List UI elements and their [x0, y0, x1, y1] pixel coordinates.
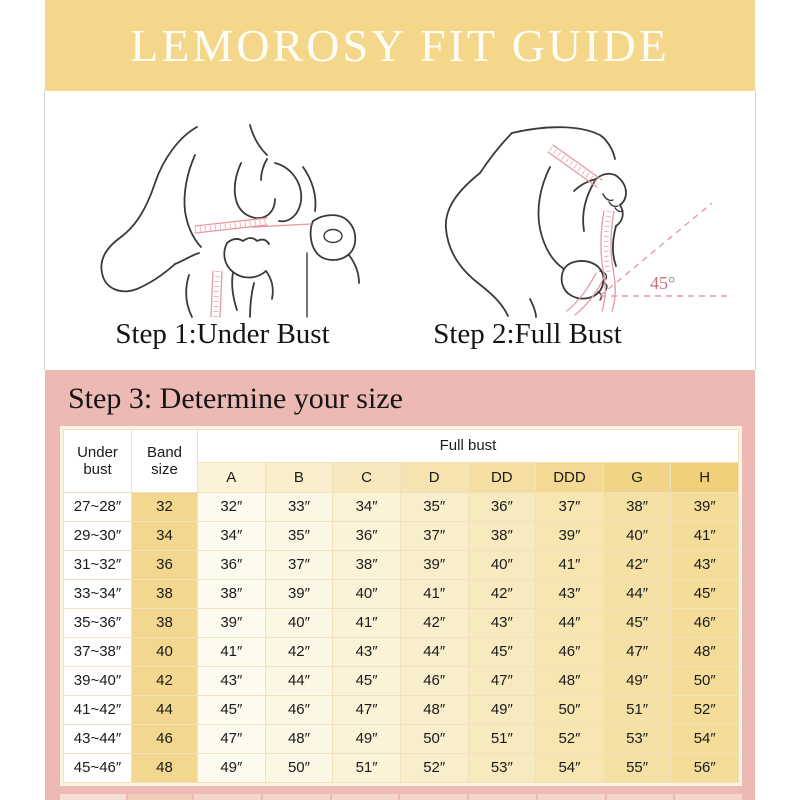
cup-size-cell: 42″	[400, 609, 468, 638]
band-size-cell: 34	[132, 522, 198, 551]
cup-size-cell: 39″	[400, 551, 468, 580]
cup-size-cell: 36″	[198, 551, 266, 580]
step2-figure	[400, 91, 755, 370]
cup-size-cell: 45″	[671, 580, 739, 609]
cup-size-cell: 43″	[536, 580, 604, 609]
cup-size-cell: 44″	[400, 638, 468, 667]
under-bust-cell: 31~32″	[64, 551, 132, 580]
cup-size-cell: 41″	[536, 551, 604, 580]
under-bust-cell: 41~42″	[64, 696, 132, 725]
cup-size-cell: 42″	[468, 580, 536, 609]
cup-size-cell: 48″	[671, 638, 739, 667]
cup-size-cell: 47″	[603, 638, 671, 667]
cup-size-cell: 53″	[468, 754, 536, 783]
cup-header-B: B	[265, 463, 333, 493]
cutoff-cell	[607, 794, 674, 800]
cup-size-cell: 39″	[671, 493, 739, 522]
size-row	[64, 696, 739, 725]
cup-size-cell: 45″	[468, 638, 536, 667]
banner	[45, 0, 755, 91]
cup-size-cell: 49″	[333, 725, 401, 754]
cup-size-cell: 51″	[468, 725, 536, 754]
cup-size-cell: 44″	[536, 609, 604, 638]
step3-title: Step 3: Determine your size	[68, 382, 403, 415]
under-bust-cell: 27~28″	[64, 493, 132, 522]
size-row	[64, 580, 739, 609]
cup-size-cell: 49″	[468, 696, 536, 725]
cup-header-H: H	[671, 463, 739, 493]
cutoff-cell	[400, 794, 467, 800]
cup-size-cell: 42″	[265, 638, 333, 667]
size-row	[64, 551, 739, 580]
cup-size-cell: 37″	[536, 493, 604, 522]
size-row	[64, 609, 739, 638]
under-bust-cell: 37~38″	[64, 638, 132, 667]
cup-size-cell: 54″	[671, 725, 739, 754]
cup-size-cell: 35″	[265, 522, 333, 551]
cup-size-cell: 47″	[198, 725, 266, 754]
cup-size-cell: 50″	[265, 754, 333, 783]
cutoff-cell	[194, 794, 261, 800]
cutoff-cell	[263, 794, 330, 800]
cup-header-D: D	[400, 463, 468, 493]
band-size-cell: 36	[132, 551, 198, 580]
band-size-cell: 32	[132, 493, 198, 522]
cup-size-cell: 38″	[333, 551, 401, 580]
band-size-cell: 38	[132, 609, 198, 638]
cutoff-cell	[675, 794, 742, 800]
cup-size-cell: 54″	[536, 754, 604, 783]
cup-size-cell: 52″	[400, 754, 468, 783]
cup-size-cell: 36″	[333, 522, 401, 551]
cup-size-cell: 45″	[333, 667, 401, 696]
cup-size-cell: 38″	[198, 580, 266, 609]
under-bust-cell: 43~44″	[64, 725, 132, 754]
under-bust-cell: 35~36″	[64, 609, 132, 638]
cup-size-cell: 48″	[400, 696, 468, 725]
cup-size-cell: 37″	[265, 551, 333, 580]
cup-size-cell: 44″	[603, 580, 671, 609]
cup-size-cell: 48″	[536, 667, 604, 696]
under-bust-illustration	[45, 103, 400, 318]
measurement-steps	[44, 91, 756, 370]
band-size-cell: 48	[132, 754, 198, 783]
cup-size-cell: 37″	[400, 522, 468, 551]
under-bust-cell: 45~46″	[64, 754, 132, 783]
cup-size-cell: 41″	[400, 580, 468, 609]
cup-size-cell: 43″	[468, 609, 536, 638]
band-size-cell: 46	[132, 725, 198, 754]
cup-size-cell: 49″	[198, 754, 266, 783]
angle-45-label: 45°	[650, 273, 676, 293]
cup-size-cell: 44″	[265, 667, 333, 696]
cup-header-DDD: DDD	[536, 463, 604, 493]
cup-size-cell: 38″	[468, 522, 536, 551]
cutoff-cell	[538, 794, 605, 800]
cutoff-cell	[469, 794, 536, 800]
cup-size-cell: 46″	[265, 696, 333, 725]
cup-header-DD: DD	[468, 463, 536, 493]
band-size-cell: 40	[132, 638, 198, 667]
cup-size-cell: 41″	[333, 609, 401, 638]
cup-size-cell: 53″	[603, 725, 671, 754]
step1-figure	[45, 91, 400, 370]
cutoff-cell	[60, 794, 126, 800]
cutoff-row-hint	[60, 794, 742, 800]
band-size-cell: 44	[132, 696, 198, 725]
cup-size-cell: 32″	[198, 493, 266, 522]
cup-size-cell: 36″	[468, 493, 536, 522]
cup-size-cell: 39″	[536, 522, 604, 551]
band-size-header: Band size	[132, 430, 198, 493]
banner-title: LEMOROSY FIT GUIDE	[130, 20, 670, 71]
cup-size-cell: 49″	[603, 667, 671, 696]
cup-size-cell: 46″	[536, 638, 604, 667]
cup-size-cell: 42″	[603, 551, 671, 580]
cup-size-cell: 33″	[265, 493, 333, 522]
cup-size-cell: 50″	[671, 667, 739, 696]
cup-size-cell: 35″	[400, 493, 468, 522]
cup-size-cell: 34″	[333, 493, 401, 522]
cup-size-cell: 41″	[671, 522, 739, 551]
cup-size-cell: 34″	[198, 522, 266, 551]
cup-header-A: A	[198, 463, 266, 493]
cup-size-cell: 51″	[603, 696, 671, 725]
cup-size-cell: 45″	[198, 696, 266, 725]
cup-header-C: C	[333, 463, 401, 493]
cup-size-cell: 47″	[333, 696, 401, 725]
cup-size-cell: 40″	[603, 522, 671, 551]
size-table	[63, 429, 739, 783]
cup-header-G: G	[603, 463, 671, 493]
size-row	[64, 754, 739, 783]
cutoff-cell	[128, 794, 192, 800]
size-row	[64, 638, 739, 667]
under-bust-cell: 39~40″	[64, 667, 132, 696]
cup-size-cell: 43″	[198, 667, 266, 696]
full-bust-illustration	[400, 103, 755, 318]
cup-size-cell: 38″	[603, 493, 671, 522]
cup-size-cell: 40″	[333, 580, 401, 609]
cup-size-cell: 52″	[671, 696, 739, 725]
size-row	[64, 522, 739, 551]
cup-size-cell: 41″	[198, 638, 266, 667]
cup-size-cell: 51″	[333, 754, 401, 783]
size-row	[64, 493, 739, 522]
cup-size-cell: 40″	[468, 551, 536, 580]
cup-size-cell: 43″	[671, 551, 739, 580]
step1-caption: Step 1:Under Bust	[115, 318, 330, 350]
step2-caption: Step 2:Full Bust	[433, 318, 622, 350]
cup-size-cell: 39″	[198, 609, 266, 638]
size-table-wrap	[60, 426, 742, 786]
under-bust-cell: 33~34″	[64, 580, 132, 609]
cup-size-cell: 56″	[671, 754, 739, 783]
cup-size-cell: 45″	[603, 609, 671, 638]
cup-size-cell: 39″	[265, 580, 333, 609]
band-size-cell: 42	[132, 667, 198, 696]
size-section	[45, 370, 755, 800]
cup-size-cell: 40″	[265, 609, 333, 638]
cup-size-cell: 50″	[536, 696, 604, 725]
cup-size-cell: 47″	[468, 667, 536, 696]
size-row	[64, 725, 739, 754]
cup-size-cell: 43″	[333, 638, 401, 667]
cup-size-cell: 50″	[400, 725, 468, 754]
cutoff-cell	[332, 794, 399, 800]
cup-size-cell: 46″	[671, 609, 739, 638]
full-bust-header: Full bust	[198, 430, 739, 463]
cup-size-cell: 46″	[400, 667, 468, 696]
cup-size-cell: 52″	[536, 725, 604, 754]
cup-size-cell: 48″	[265, 725, 333, 754]
size-row	[64, 667, 739, 696]
under-bust-header: Under bust	[64, 430, 132, 493]
band-size-cell: 38	[132, 580, 198, 609]
cup-size-cell: 55″	[603, 754, 671, 783]
under-bust-cell: 29~30″	[64, 522, 132, 551]
